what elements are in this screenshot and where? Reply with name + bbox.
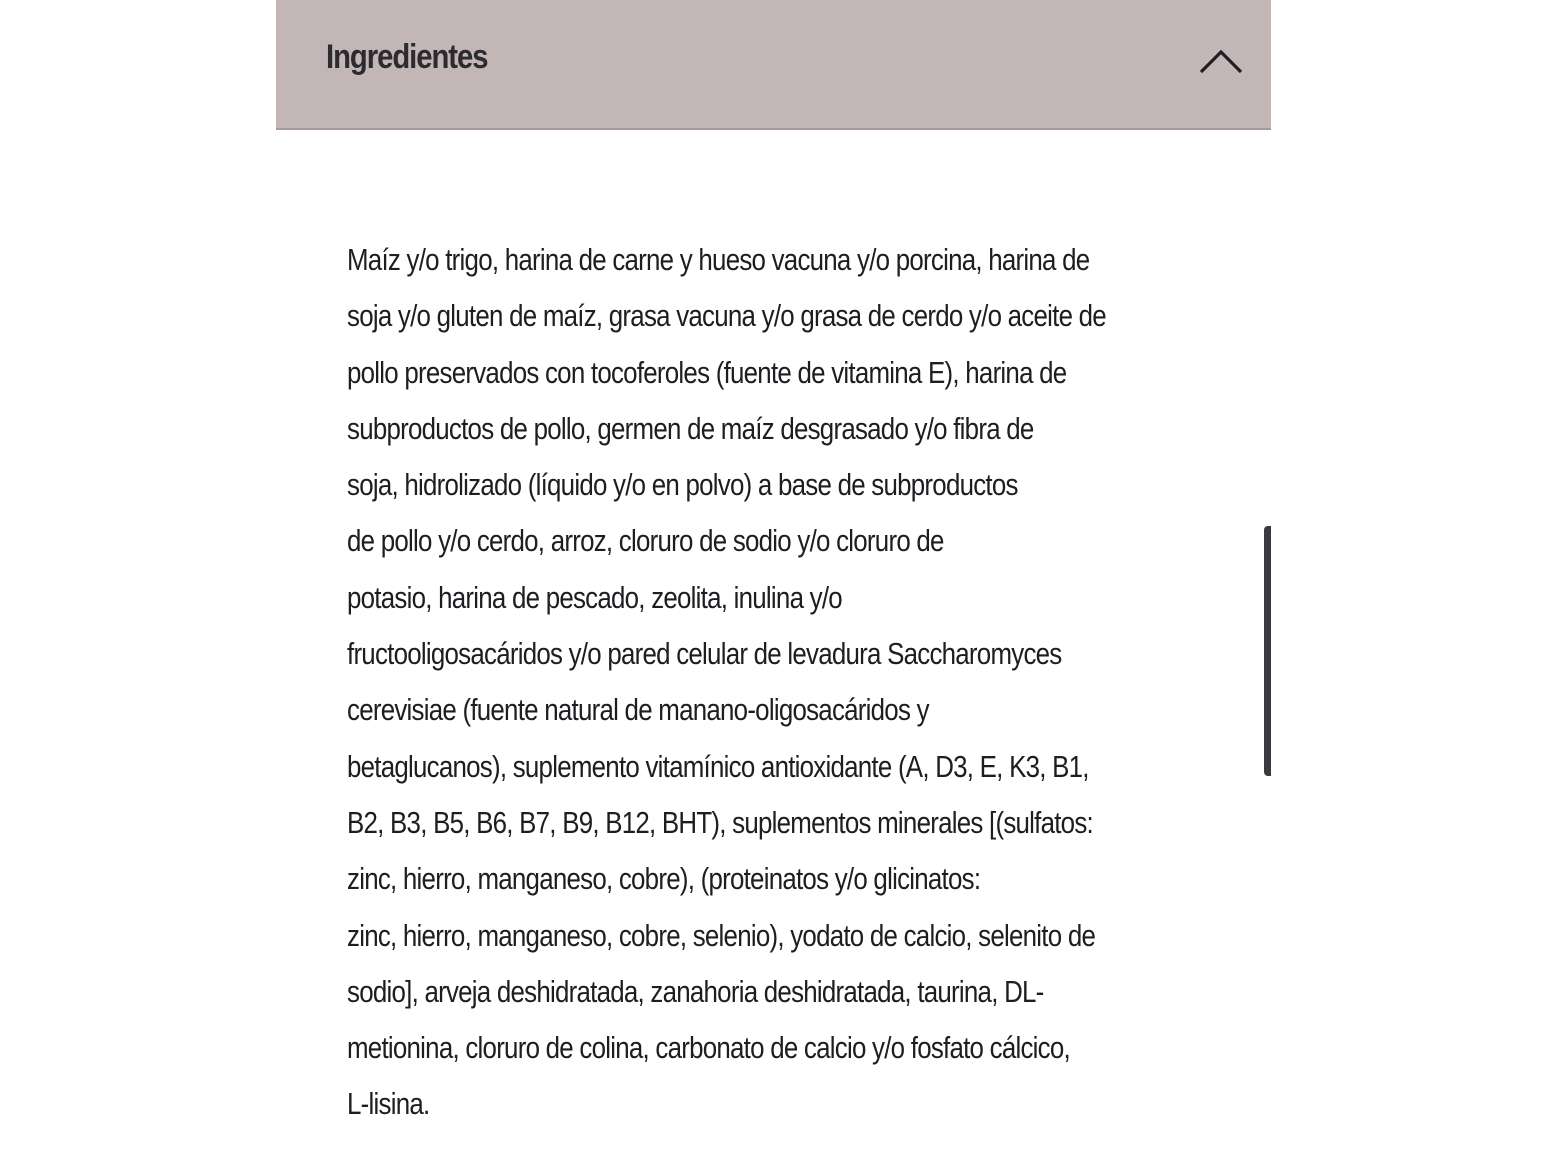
ingredients-line: pollo preservados con tocoferoles (fuente de vitamina E), harina de [347,354,1067,390]
ingredients-panel [276,0,1271,1156]
accordion-header-ingredientes[interactable] [276,0,1271,130]
ingredients-line: subproductos de pollo, germen de maíz desgrasado y/o fibra de [347,410,1034,446]
ingredients-line: zinc, hierro, manganeso, cobre, selenio), yodato de calcio, selenito de [347,917,1096,953]
accordion-title: Ingredientes [326,38,488,76]
ingredients-line: fructooligosacáridos y/o pared celular de levadura Saccharomyces [347,636,1062,672]
ingredients-line: B2, B3, B5, B6, B7, B9, B12, BHT), suplementos minerales [(sulfatos: [347,804,1093,840]
ingredients-text [347,232,1249,1133]
ingredients-line: zinc, hierro, manganeso, cobre), (proteinatos y/o glicinatos: [347,861,981,897]
ingredients-line: de pollo y/o cerdo, arroz, cloruro de sodio y/o cloruro de [347,523,944,559]
ingredients-line: betaglucanos), suplemento vitamínico antioxidante (A, D3, E, K3, B1, [347,748,1089,784]
ingredients-line: potasio, harina de pescado, zeolita, inulina y/o [347,579,842,615]
scrollbar-thumb[interactable] [1264,526,1271,776]
ingredients-line: Maíz y/o trigo, harina de carne y hueso vacuna y/o porcina, harina de [347,242,1090,277]
ingredients-line: L-lisina. [347,1086,430,1122]
ingredients-line: soja, hidrolizado (líquido y/o en polvo) a base de subproductos [347,467,1018,503]
ingredients-line: sodio], arveja deshidratada, zanahoria deshidratada, taurina, DL- [347,973,1044,1009]
ingredients-line: soja y/o gluten de maíz, grasa vacuna y/o grasa de cerdo y/o aceite de [347,298,1106,334]
ingredients-line: metionina, cloruro de colina, carbonato de calcio y/o fosfato cálcico, [347,1030,1070,1066]
chevron-up-icon[interactable] [1198,44,1244,78]
ingredients-line: cerevisiae (fuente natural de manano-oligosacáridos y [347,692,929,728]
